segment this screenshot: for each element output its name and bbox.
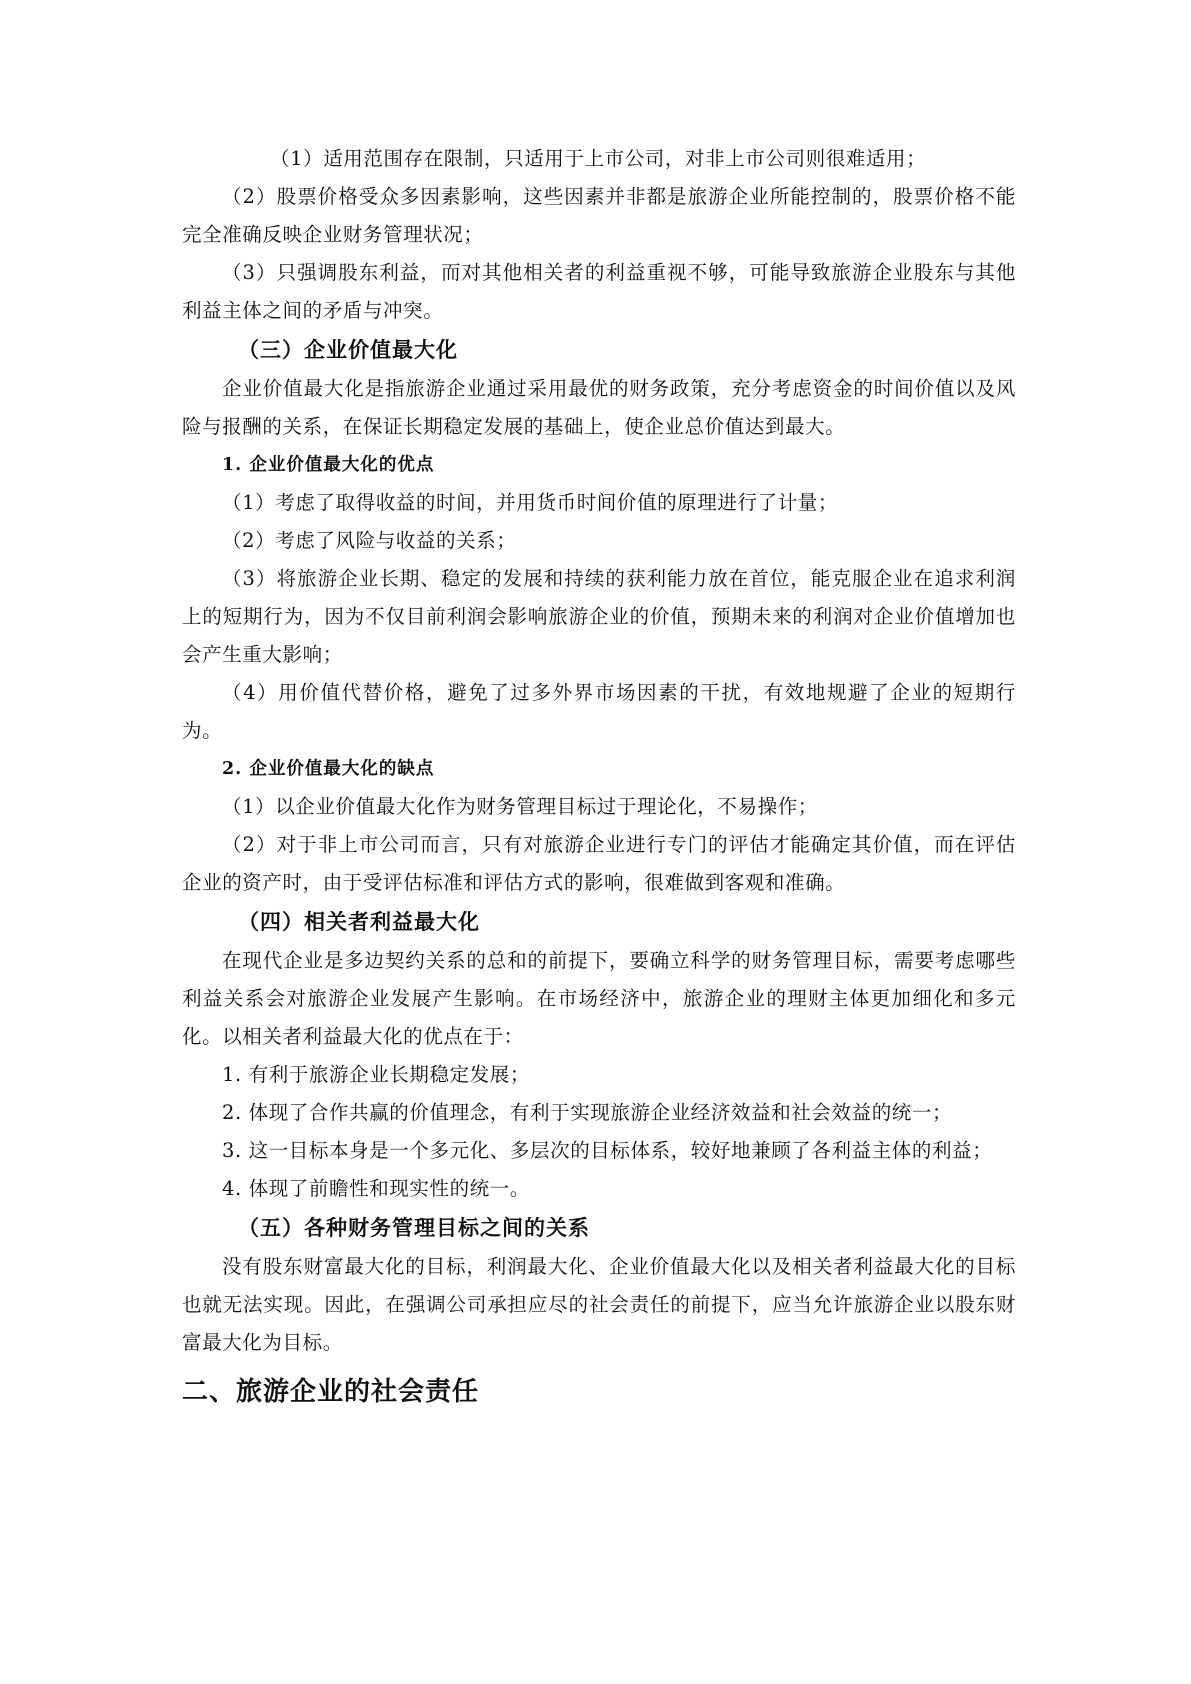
shareholder-limitation-2: （2）股票价格受众多因素影响，这些因素并非都是旅游企业所能控制的，股票价格不能完全准确反映企业财务管理状况； bbox=[182, 185, 1016, 246]
enterprise-value-disadvantage-2: （2）对于非上市公司而言，只有对旅游企业进行专门的评估才能确定其价值，而在评估企业的资产时，由于受评估标准和评估方式的影响，很难做到客观和准确。 bbox=[182, 833, 1016, 894]
shareholder-limitation-1: （1）适用范围存在限制，只适用于上市公司，对非上市公司则很难适用； bbox=[270, 147, 927, 170]
enterprise-value-definition: 企业价值最大化是指旅游企业通过采用最优的财务政策，充分考虑资金的时间价值以及风险与报酬的关系，在保证长期稳定发展的基础上，使企业总价值达到最大。 bbox=[182, 377, 1016, 438]
subheading-enterprise-value-disadvantages: 2. 企业价值最大化的缺点 bbox=[222, 759, 435, 779]
stakeholder-advantage-3: 3. 这一目标本身是一个多元化、多层次的目标体系，较好地兼顾了各利益主体的利益； bbox=[222, 1139, 993, 1162]
stakeholder-advantage-1: 1. 有利于旅游企业长期稳定发展； bbox=[222, 1063, 531, 1086]
enterprise-value-advantage-3: （3）将旅游企业长期、稳定的发展和持续的获利能力放在首位，能克服企业在追求利润上的短期行为，因为不仅目前利润会影响旅游企业的价值，预期未来的利润对企业价值增加也会产生重大影响； bbox=[182, 567, 1016, 666]
enterprise-value-disadvantage-1: （1）以企业价值最大化作为财务管理目标过于理论化，不易操作； bbox=[222, 795, 818, 818]
enterprise-value-advantage-1: （1）考虑了取得收益的时间，并用货币时间价值的原理进行了计量； bbox=[222, 491, 839, 514]
page-content bbox=[182, 140, 1016, 1414]
enterprise-value-advantage-4: （4）用价值代替价格，避免了过多外界市场因素的干扰，有效地规避了企业的短期行为。 bbox=[182, 681, 1016, 742]
section-heading-stakeholder-interest: （四）相关者利益最大化 bbox=[238, 910, 480, 934]
enterprise-value-advantage-2: （2）考虑了风险与收益的关系； bbox=[222, 529, 517, 552]
stakeholder-intro: 在现代企业是多边契约关系的总和的前提下，要确立科学的财务管理目标，需要考虑哪些利益关系会对旅游企业发展产生影响。在市场经济中，旅游企业的理财主体更加细化和多元化。以相关者利益最大化的优点在于： bbox=[182, 949, 1016, 1048]
chapter-heading-social-responsibility: 二、旅游企业的社会责任 bbox=[182, 1377, 480, 1407]
section-heading-goal-relationship: （五）各种财务管理目标之间的关系 bbox=[238, 1216, 590, 1240]
stakeholder-advantage-2: 2. 体现了合作共赢的价值理念，有利于实现旅游企业经济效益和社会效益的统一； bbox=[222, 1101, 953, 1124]
shareholder-limitation-3: （3）只强调股东利益，而对其他相关者的利益重视不够，可能导致旅游企业股东与其他利益主体之间的矛盾与冲突。 bbox=[182, 261, 1016, 322]
stakeholder-advantage-4: 4. 体现了前瞻性和现实性的统一。 bbox=[222, 1177, 531, 1200]
subheading-enterprise-value-advantages: 1. 企业价值最大化的优点 bbox=[222, 455, 435, 475]
section-heading-enterprise-value: （三）企业价值最大化 bbox=[238, 338, 458, 362]
goal-relationship-body: 没有股东财富最大化的目标，利润最大化、企业价值最大化以及相关者利益最大化的目标也就无法实现。因此，在强调公司承担应尽的社会责任的前提下，应当允许旅游企业以股东财富最大化为目标。 bbox=[182, 1255, 1016, 1354]
